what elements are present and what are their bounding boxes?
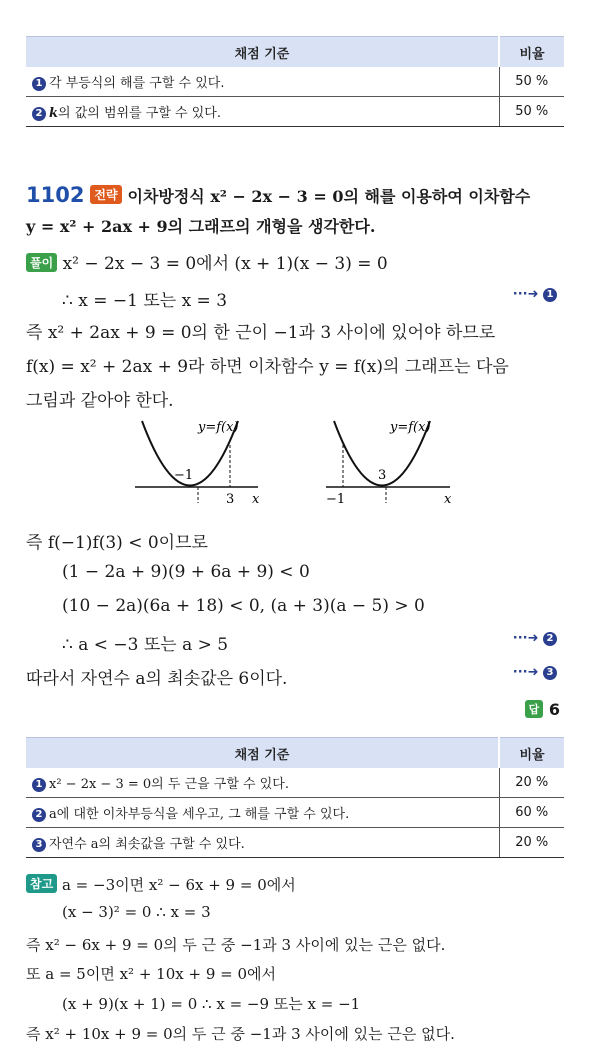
graph-left (120, 415, 270, 515)
mark-label: 3 (226, 492, 235, 507)
strategy-line-1: 이차방정식 x² − 2x − 3 = 0의 해를 이용하여 이차함수 (127, 187, 531, 206)
mark-label: 3 (378, 468, 387, 483)
solution-line-8: (10 − 2a)(6a + 18) < 0, (a + 3)(a − 5) > 0 (62, 596, 425, 616)
solution-line-3: 즉 x² + 2ax + 9 = 0의 한 근이 −1과 3 사이에 있어야 하므로 (26, 323, 496, 343)
step-mark-1: ···➜ 1 (513, 287, 560, 302)
step-2-icon: 2 (32, 808, 46, 822)
note-line-4: 또 a = 5이면 x² + 10x + 9 = 0에서 (26, 965, 276, 983)
solution-line-9: ∴ a < −3 또는 a > 5 (62, 635, 229, 655)
solution-line-2: ∴ x = −1 또는 x = 3 (62, 291, 228, 311)
note-line-3: 즉 x² − 6x + 9 = 0의 두 근 중 −1과 3 사이에 있는 근은 없다. (26, 936, 446, 954)
axis-label: x (252, 492, 260, 507)
grading-table-2 (26, 737, 564, 858)
criteria-text: 각 부등식의 해를 구할 수 있다. (49, 76, 225, 91)
step-mark-2: ···➜ 2 (513, 631, 560, 646)
graph-right (318, 415, 468, 515)
ratio-value: 50 % (499, 97, 564, 127)
strategy-tag: 전략 (90, 185, 121, 204)
criteria-header: 채점 기준 (26, 37, 499, 68)
criteria-text: x² − 2x − 3 = 0의 두 근을 구할 수 있다. (49, 777, 289, 792)
table-row (26, 97, 564, 127)
step-2-icon: 2 (32, 107, 46, 121)
problem-number: 1102 (26, 183, 85, 207)
answer-tag: 답 (525, 700, 544, 718)
table-row (26, 828, 564, 858)
note-line-5: (x + 9)(x + 1) = 0 ∴ x = −9 또는 x = −1 (62, 995, 361, 1013)
criteria-header: 채점 기준 (26, 738, 499, 769)
note-line-1: 참고 a = −3이면 x² − 6x + 9 = 0에서 (26, 874, 296, 895)
solution-line-5: 그림과 같아야 한다. (26, 391, 174, 411)
criteria-text: 의 값의 범위를 구할 수 있다. (58, 106, 221, 121)
func-label: y=f(x) (390, 420, 431, 435)
ratio-value: 60 % (499, 798, 564, 828)
solution-tag: 풀이 (26, 253, 57, 272)
solution-line-6: 즉 f(−1)f(3) < 0이므로 (26, 533, 208, 553)
func-label: y=f(x) (198, 420, 239, 435)
problem-header (26, 183, 530, 207)
answer-value: 6 (548, 700, 560, 719)
grading-table-1 (26, 36, 564, 127)
solution-line-1: 풀이 x² − 2x − 3 = 0에서 (x + 1)(x − 3) = 0 (26, 249, 388, 274)
table-row (26, 67, 564, 97)
ratio-header: 비율 (499, 738, 564, 769)
ratio-header: 비율 (499, 37, 564, 68)
axis-label: x (444, 492, 452, 507)
table-row (26, 798, 564, 828)
table-row (26, 768, 564, 798)
root-label: −1 (174, 468, 194, 483)
step-1-icon: 1 (32, 778, 46, 792)
step-3-icon: 3 (32, 838, 46, 852)
note-tag: 참고 (26, 874, 57, 893)
solution-line-4: f(x) = x² + 2ax + 9라 하면 이차함수 y = f(x)의 그래프는 다음 (26, 357, 509, 377)
root-label: −1 (326, 492, 346, 507)
criteria-text: 자연수 a의 최솟값을 구할 수 있다. (49, 837, 245, 852)
strategy-line-2: y = x² + 2ax + 9의 그래프의 개형을 생각한다. (26, 217, 376, 236)
note-line-6: 즉 x² + 10x + 9 = 0의 두 근 중 −1과 3 사이에 있는 근은 없다. (26, 1025, 455, 1043)
answer (525, 700, 560, 719)
ratio-value: 50 % (499, 67, 564, 97)
solution-line-10: 따라서 자연수 a의 최솟값은 6이다. (26, 669, 288, 689)
step-1-icon: 1 (32, 77, 46, 91)
note-line-2: (x − 3)² = 0 ∴ x = 3 (62, 903, 211, 921)
ratio-value: 20 % (499, 768, 564, 798)
solution-line-7: (1 − 2a + 9)(9 + 6a + 9) < 0 (62, 562, 310, 582)
criteria-text: a에 대한 이차부등식을 세우고, 그 해를 구할 수 있다. (49, 807, 350, 822)
ratio-value: 20 % (499, 828, 564, 858)
step-mark-3: ···➜ 3 (513, 665, 560, 680)
criteria-var: k (49, 106, 59, 121)
